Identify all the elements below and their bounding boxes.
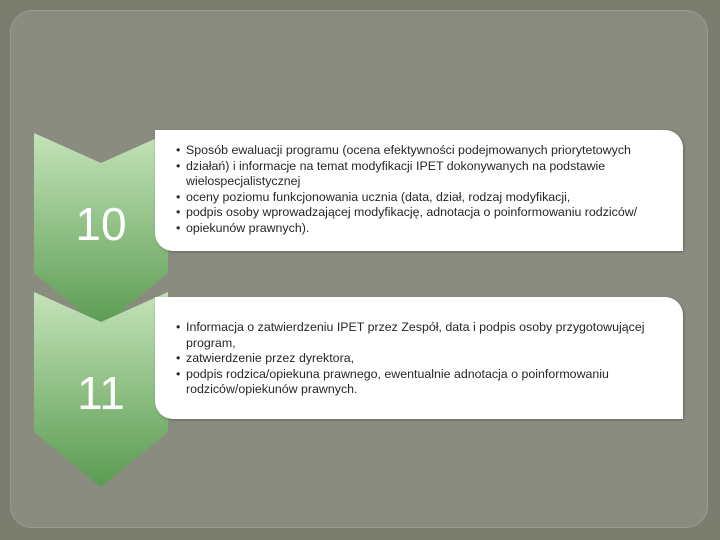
list-item: • Informacja o zatwierdzeniu IPET przez Zespół, data i podpis osoby przygotowującej program, <box>176 320 645 350</box>
list-item: • działań) i informacje na temat modyfikacji IPET dokonywanych na podstawie wielospecjalistycznej <box>176 158 606 188</box>
list-item: • oceny poziomu funkcjonowania ucznia (data, dział, rodzaj modyfikacji, <box>176 189 571 204</box>
step-card-10 <box>155 130 683 251</box>
list-item: • Sposób ewaluacji programu (ocena efektywności podejmowanych priorytetowych <box>176 143 631 157</box>
step-number: 11 <box>77 367 125 419</box>
chevron-step-11 <box>34 292 168 492</box>
step-card-11 <box>155 297 683 419</box>
list-item: • podpis rodzica/opiekuna prawnego, ewentualnie adnotacja o poinformowaniu rodziców/opiekunów prawnych. <box>176 366 609 396</box>
list-item: • zatwierdzenie przez dyrektora, <box>176 351 355 365</box>
step-item-list <box>176 143 675 236</box>
list-item: • opiekunów prawnych). <box>176 220 310 235</box>
step-number: 10 <box>75 198 127 250</box>
step-item-list <box>176 320 675 398</box>
list-item: • podpis osoby wprowadzającej modyfikację, adnotacja o poinformowaniu rodziców/ <box>176 205 638 219</box>
